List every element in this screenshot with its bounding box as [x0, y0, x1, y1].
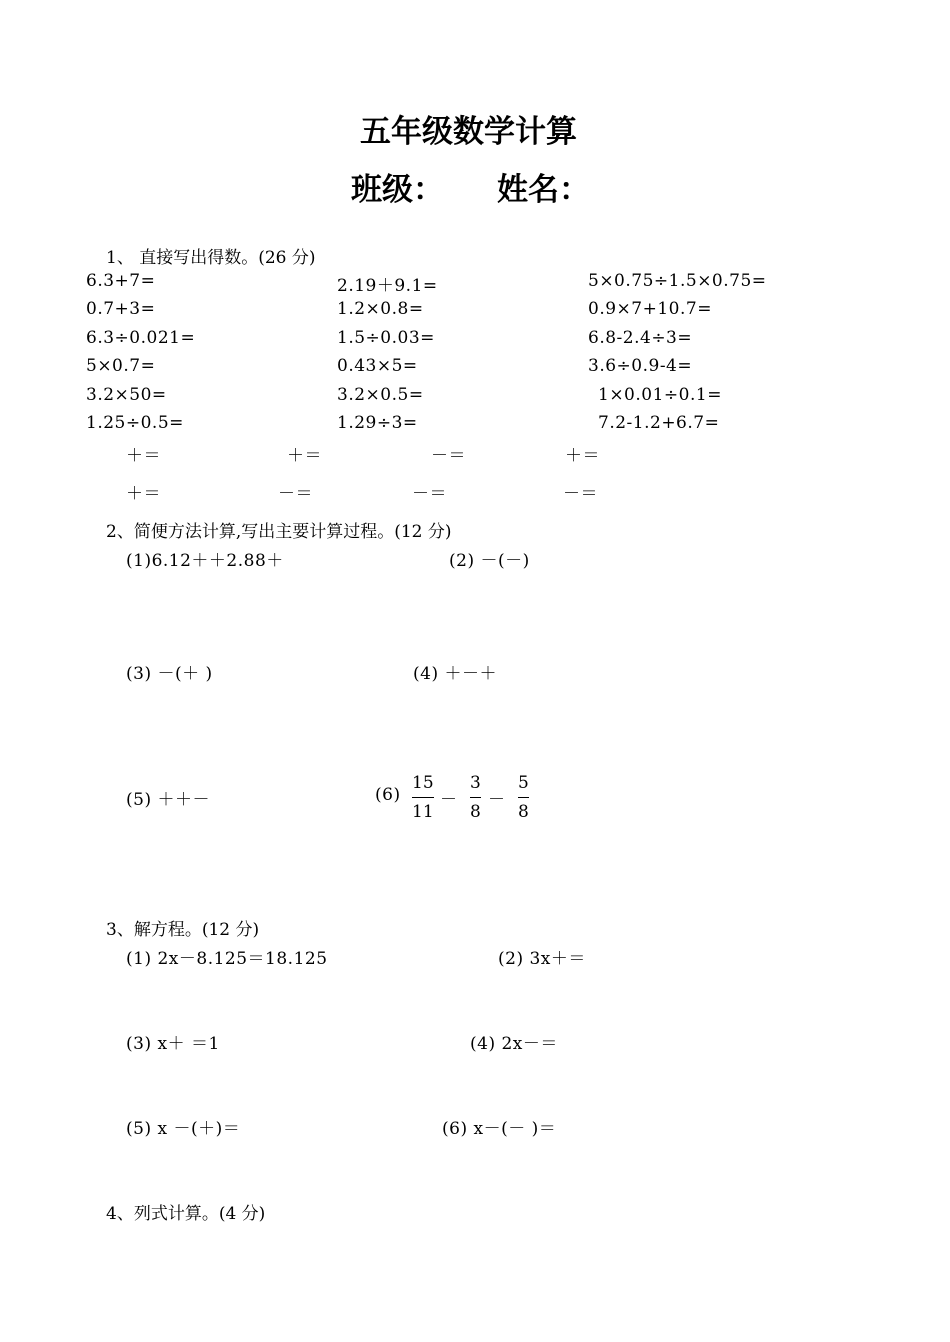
page-title: 五年级数学计算 — [360, 114, 577, 150]
fraction-numerator: 15 — [412, 773, 434, 793]
simplify-problem-5: (5) ＋＋－ — [126, 790, 210, 810]
section4-heading: 4、列式计算。(4 分) — [106, 1204, 266, 1224]
problem-3-6: 7.2-1.2+6.7= — [598, 413, 720, 433]
equation-1: (1) 2x－8.125＝18.125 — [126, 949, 328, 969]
fraction-numerator: 5 — [518, 773, 529, 793]
minus-sign: － — [488, 790, 505, 810]
section2-heading: 2、简便方法计算,写出主要计算过程。(12 分) — [106, 522, 452, 542]
problem-3-1: 5×0.75÷1.5×0.75= — [588, 271, 767, 291]
section1-heading: 1、 直接写出得数。(26 分) — [106, 248, 316, 268]
fraction-bar — [470, 797, 481, 798]
simplify-problem-3: (3) －(＋ ) — [126, 664, 213, 684]
fraction-3-8 — [470, 771, 481, 824]
op-row1-2: ＋＝ — [287, 446, 322, 466]
problem-1-4: 5×0.7= — [86, 356, 156, 376]
op-row2-2: －＝ — [278, 484, 313, 504]
problem-1-5: 3.2×50= — [86, 385, 167, 405]
fraction-15-11 — [412, 771, 434, 824]
fraction-denominator: 11 — [412, 802, 434, 822]
problem-1-6: 1.25÷0.5= — [86, 413, 184, 433]
simplify-problem-4: (4) ＋－＋ — [413, 664, 497, 684]
class-label: 班级： — [351, 172, 444, 208]
problem-2-6: 1.29÷3= — [337, 413, 418, 433]
simplify-problem-2: (2) －(－) — [449, 551, 530, 571]
op-row1-1: ＋＝ — [126, 446, 161, 466]
simplify-problem-1: (1)6.12＋＋2.88＋ — [126, 551, 284, 571]
equation-2: (2) 3x＋＝ — [498, 949, 586, 969]
problem-3-5: 1×0.01÷0.1= — [598, 385, 722, 405]
problem-1-1: 6.3+7= — [86, 271, 156, 291]
fraction-denominator: 8 — [470, 802, 481, 822]
problem-2-5: 3.2×0.5= — [337, 385, 424, 405]
problem-3-2: 0.9×7+10.7= — [588, 299, 712, 319]
simplify-problem-6-label: (6) — [375, 785, 401, 805]
problem-2-1: 2.19＋9.1= — [337, 276, 438, 296]
equation-3: (3) x＋ ＝1 — [126, 1034, 220, 1054]
problem-1-3: 6.3÷0.021= — [86, 328, 196, 348]
equation-6: (6) x－(－ )＝ — [442, 1119, 557, 1139]
minus-sign: － — [440, 790, 457, 810]
equation-4: (4) 2x－＝ — [470, 1034, 558, 1054]
op-row2-4: －＝ — [563, 484, 598, 504]
name-label: 姓名： — [497, 172, 590, 208]
fraction-5-8 — [518, 771, 529, 824]
problem-1-2: 0.7+3= — [86, 299, 156, 319]
fraction-numerator: 3 — [470, 773, 481, 793]
op-row2-1: ＋＝ — [126, 484, 161, 504]
fraction-denominator: 8 — [518, 802, 529, 822]
section3-heading: 3、解方程。(12 分) — [106, 920, 260, 940]
equation-5: (5) x －(＋)＝ — [126, 1119, 241, 1139]
problem-2-2: 1.2×0.8= — [337, 299, 424, 319]
op-row1-3: －＝ — [431, 446, 466, 466]
problem-2-3: 1.5÷0.03= — [337, 328, 435, 348]
problem-3-4: 3.6÷0.9-4= — [588, 356, 693, 376]
op-row2-3: －＝ — [412, 484, 447, 504]
problem-3-3: 6.8-2.4÷3= — [588, 328, 693, 348]
fraction-bar — [412, 797, 434, 798]
problem-2-4: 0.43×5= — [337, 356, 418, 376]
op-row1-4: ＋＝ — [565, 446, 600, 466]
fraction-bar — [518, 797, 529, 798]
